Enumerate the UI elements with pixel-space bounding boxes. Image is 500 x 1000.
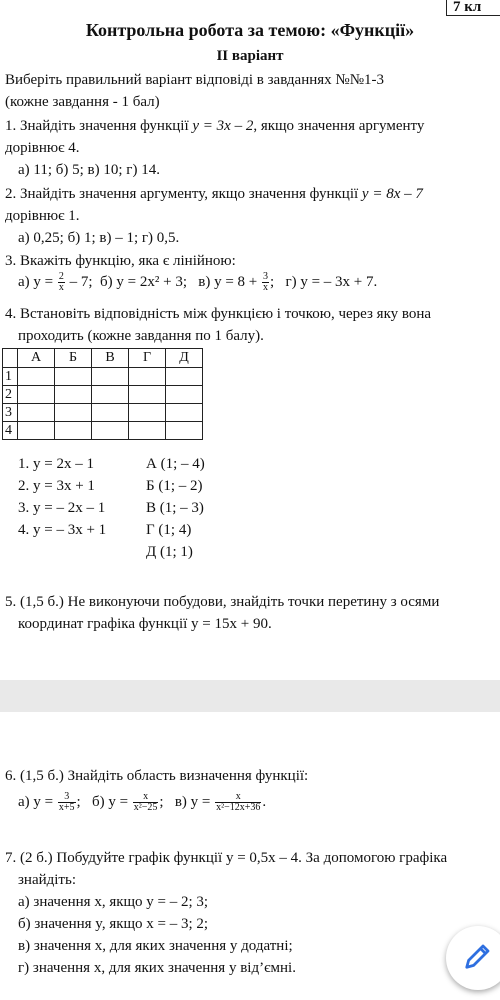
grid-cell [166, 368, 203, 386]
grid-cell [55, 368, 92, 386]
function-list [18, 456, 106, 544]
grid-cell [18, 404, 55, 422]
grid-cell [18, 368, 55, 386]
task1-question-cont: дорівнює 4. [5, 140, 80, 156]
grid-cell [18, 422, 55, 440]
grid-col-header: Б [55, 349, 92, 368]
function-item: 2. y = 3x + 1 [18, 478, 95, 494]
grid-cell [92, 404, 129, 422]
function-item: 4. y = – 3x + 1 [18, 522, 107, 538]
grid-cell [129, 404, 166, 422]
point-item: Б (1; – 2) [146, 478, 203, 494]
grid-col-header: А [18, 349, 55, 368]
point-item: В (1; – 3) [146, 500, 204, 516]
task6-v-fraction: $\frac{x}{\text{x²−12x+36}}$ [216, 791, 261, 813]
grid-cell [166, 422, 203, 440]
task7-question: 7. (2 б.) Побудуйте графік функції y = 0,5x – 4. За допомогою графіка [5, 850, 448, 866]
task2-formula: y = 8x – 7 [361, 186, 423, 202]
grid-cell [166, 404, 203, 422]
variant-label: ІІ варіант [216, 48, 284, 64]
task6-b-fraction: $\frac{x}{\text{x²−25}}$ [133, 791, 158, 813]
function-item: 3. y = – 2x – 1 [18, 500, 106, 516]
grid-row-header: 3 [3, 404, 18, 422]
task3-question: 3. Вкажіть функцію, яка є лінійною: [5, 253, 236, 269]
grade-label: 7 кл [446, 0, 500, 16]
task3-options: а) y = $\frac{2}{x}$ – 7; б) y = 2x² + 3; в) y = 8 + $\frac{3}{x}$ ; г) y = – 3x + 7. [18, 271, 378, 293]
grid-cell [92, 422, 129, 440]
point-item: Д (1; 1) [146, 544, 193, 560]
grid-row-header: 2 [3, 386, 18, 404]
grid-cell [129, 368, 166, 386]
task6-question: 6. (1,5 б.) Знайдіть область визначення функції: [5, 768, 309, 784]
point-item: Г (1; 4) [146, 522, 192, 538]
pencil-icon [463, 941, 493, 976]
grid-col-header: Г [129, 349, 166, 368]
point-list [146, 456, 205, 566]
task3-v-fraction: $\frac{3}{x}$ [263, 271, 269, 293]
task3-a-fraction: $\frac{2}{x}$ [58, 271, 64, 293]
task6-options: а) y = $\frac{3}{x+5}$ ; б) y = $\frac{x}{\text{x²−25}}$ ; в) y = $\frac{x}{\text{x²−12x+36}}$ . [18, 791, 267, 813]
function-item: 1. y = 2x – 1 [18, 456, 94, 472]
grid-row-header: 4 [3, 422, 18, 440]
grid-row-header: 1 [3, 368, 18, 386]
task2-question-cont: дорівнює 1. [5, 208, 80, 224]
grid-col-header: Д [166, 349, 203, 368]
instructions-line-1: Виберіть правильний варіант відповіді в завданнях №№1-3 [5, 72, 385, 88]
task4-question: 4. Встановіть відповідність між функцією і точкою, через яку вона [5, 306, 432, 322]
grid-cell [129, 386, 166, 404]
grid-cell [18, 386, 55, 404]
task7-item-g: г) значення x, для яких значення y від’ємні. [18, 960, 296, 976]
answer-grid [2, 348, 203, 440]
grid-cell [92, 386, 129, 404]
task7-item-a: а) значення x, якщо y = – 2; 3; [18, 894, 209, 910]
document-page-2 [0, 712, 500, 1000]
task1-formula: y = 3x – 2 [192, 118, 254, 134]
grid-cell [55, 404, 92, 422]
task7-item-v: в) значення x, для яких значення y додатні; [18, 938, 293, 954]
task2-question: 2. Знайдіть значення аргументу, якщо значення функції y = 8x – 7 [5, 186, 423, 202]
grid-cell [92, 368, 129, 386]
point-item: А (1; – 4) [146, 456, 205, 472]
task5-question: 5. (1,5 б.) Не виконуючи побудови, знайдіть точки перетину з осями [5, 594, 440, 610]
grid-cell [55, 422, 92, 440]
grid-cell [166, 386, 203, 404]
task2-options: а) 0,25; б) 1; в) – 1; г) 0,5. [18, 230, 180, 246]
grid-cell [129, 422, 166, 440]
grid-col-header: В [92, 349, 129, 368]
task7-item-b: б) значення y, якщо x = – 3; 2; [18, 916, 209, 932]
instructions-line-2: (кожне завдання - 1 бал) [5, 94, 160, 110]
task6-a-fraction: $\frac{3}{x+5}$ [58, 791, 75, 813]
document-title: Контрольна робота за темою: «Функції» [85, 20, 415, 40]
grid-corner [3, 349, 18, 368]
task1-question: 1. Знайдіть значення функції y = 3x – 2, якщо значення аргументу [5, 118, 425, 134]
task1-options: а) 11; б) 5; в) 10; г) 14. [18, 162, 160, 178]
task4-question-cont: проходить (кожне завдання по 1 балу). [18, 328, 264, 344]
task5-question-cont: координат графіка функції y = 15x + 90. [18, 616, 272, 632]
task7-question-cont: знайдіть: [18, 872, 77, 888]
grid-cell [55, 386, 92, 404]
